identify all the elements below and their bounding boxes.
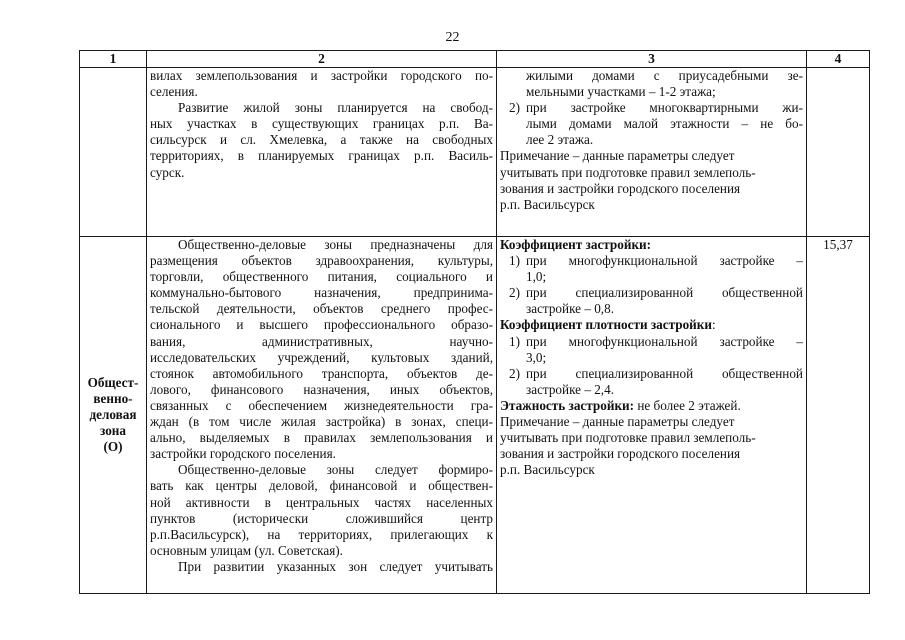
text-line: застройке – 0,8. (526, 301, 614, 317)
note-line: Примечание – данные параметры следует (500, 148, 735, 164)
zone-name-line: зона (99, 423, 126, 439)
text-line: исследовательских учреждений, культовых зданий, (150, 349, 493, 365)
zone-area-value: 15,37 (823, 237, 853, 252)
note-line: учитывать при подготовке правил землеполь- (500, 430, 756, 446)
text-line: Общественно-деловые зоны следует формиро- (178, 462, 493, 478)
note-line: зования и застройки городского поселения (500, 180, 741, 196)
text-line: При развитии указанных зон следует учитывать (178, 558, 493, 574)
text-line: при специализированной общественной (526, 365, 803, 381)
text-line: лее 2 этажа. (526, 132, 594, 148)
text-line: ных участках в существующих границах р.п. Ва- (150, 116, 493, 132)
text-line: основным улицам (ул. Советская). (150, 542, 343, 558)
list-item (500, 334, 803, 366)
list-number: 1) (509, 333, 520, 349)
text-line: р.п.Васильсурск), на территориях, прилегающих к (150, 526, 493, 542)
list-number: 2) (509, 285, 520, 301)
header-col-1: 1 (80, 51, 147, 68)
zone-parameters-cell (497, 237, 807, 594)
zone-area-cell (807, 237, 870, 594)
text-line: жилыми домами с приусадебными зе- (526, 68, 803, 83)
text-line: ждан (в том числе жилая застройка) в зонах, специ- (150, 414, 493, 430)
text-line: лового, финансового назначения, иных объектов, (150, 381, 493, 397)
text-line: при многофункциональной застройке – (526, 333, 803, 349)
zone-description-cell (147, 237, 497, 594)
row1-zone-cell (80, 68, 147, 237)
zone-name-line: венно- (93, 390, 133, 406)
zone-name-line: (О) (103, 439, 123, 455)
list-item (500, 366, 803, 398)
text-line: лыми домами малой этажности – не бо- (526, 116, 803, 132)
note-line: р.п. Васильсурск (500, 462, 595, 478)
density-ratio-colon: : (711, 317, 716, 333)
text-line: вания, административных, научно- (150, 333, 493, 349)
note-line: Примечание – данные параметры следует (500, 414, 735, 430)
header-col-3: 3 (497, 51, 807, 68)
list-number: 2) (509, 100, 520, 116)
list-number (500, 68, 526, 100)
page-number: 22 (445, 30, 460, 45)
text-line: ально, выделяемых в правилах землепользования и (150, 430, 493, 446)
text-line: сурск. (150, 164, 185, 180)
text-line: застройки городского поселения. (150, 446, 336, 462)
list-item (500, 253, 803, 285)
density-ratio-heading (500, 317, 803, 333)
zone-name-line: Общест- (87, 374, 139, 390)
floors-line (500, 398, 803, 414)
note-line: р.п. Васильсурск (500, 196, 595, 212)
header-col-2: 2 (147, 51, 497, 68)
text-line: территориях, в планируемых границах р.п. Василь- (150, 148, 493, 164)
list-number: 1) (509, 253, 520, 269)
density-ratio-label: Коэффициент плотности застройки (500, 317, 712, 333)
text-line: сионального и высшего профессионального образо- (150, 317, 493, 333)
text-line: при застройке многоквартирными жи- (526, 100, 803, 116)
row1-area-cell (807, 68, 870, 237)
text-line: стоянок автомобильного транспорта, объектов де- (150, 365, 493, 381)
header-col-4: 4 (807, 51, 870, 68)
note-line: учитывать при подготовке правил землеполь- (500, 164, 756, 180)
text-line: торговли, общественного питания, социального и (150, 269, 493, 285)
text-line: Общественно-деловые зоны предназначены для (178, 237, 493, 252)
text-line: 1,0; (526, 269, 547, 285)
floors-value: не более 2 этажей. (634, 397, 741, 413)
text-line: мельными участками – 1-2 этажа; (526, 84, 716, 100)
list-item (500, 100, 803, 148)
text-line: при многофункциональной застройке – (526, 253, 803, 269)
zoning-table (79, 50, 870, 594)
list-item (500, 285, 803, 317)
header-row (80, 51, 870, 68)
table-row (80, 68, 870, 237)
text-line: 3,0; (526, 349, 547, 365)
coverage-ratio-heading: Коэффициент застройки: (500, 237, 652, 252)
text-line: вать как центры деловой, финансовой и обществен- (150, 478, 493, 494)
text-line: связанных с обеспечением жизнедеятельности гра- (150, 397, 493, 413)
text-line: Развитие жилой зоны планируется на свобод- (178, 100, 493, 116)
table-row (80, 237, 870, 594)
floors-label: Этажность застройки: (500, 397, 635, 413)
text-line: застройке – 2,4. (526, 381, 614, 397)
list-number: 2) (509, 365, 520, 381)
text-line: размещения объектов здравоохранения, культуры, (150, 253, 493, 269)
list-item (500, 68, 803, 100)
text-line: коммунально-бытового назначения, предпринима- (150, 285, 493, 301)
text-line: сильсурск и сл. Хмелевка, а также на свободных (150, 132, 493, 148)
zone-name-line: деловая (89, 406, 137, 422)
row1-description-cell (147, 68, 497, 237)
text-line: тельской деятельности, объектов среднего профес- (150, 301, 493, 317)
text-line: ной активности в центральных частях населенных (150, 494, 493, 510)
note-line: зования и застройки городского поселения (500, 446, 741, 462)
zone-name-cell (80, 237, 147, 594)
text-line: селения. (150, 84, 198, 100)
row1-parameters-cell (497, 68, 807, 237)
text-line: пунктов (исторически сложившийся центр (150, 510, 493, 526)
text-line: вилах землепользования и застройки городского по- (150, 68, 493, 83)
text-line: при специализированной общественной (526, 285, 803, 301)
